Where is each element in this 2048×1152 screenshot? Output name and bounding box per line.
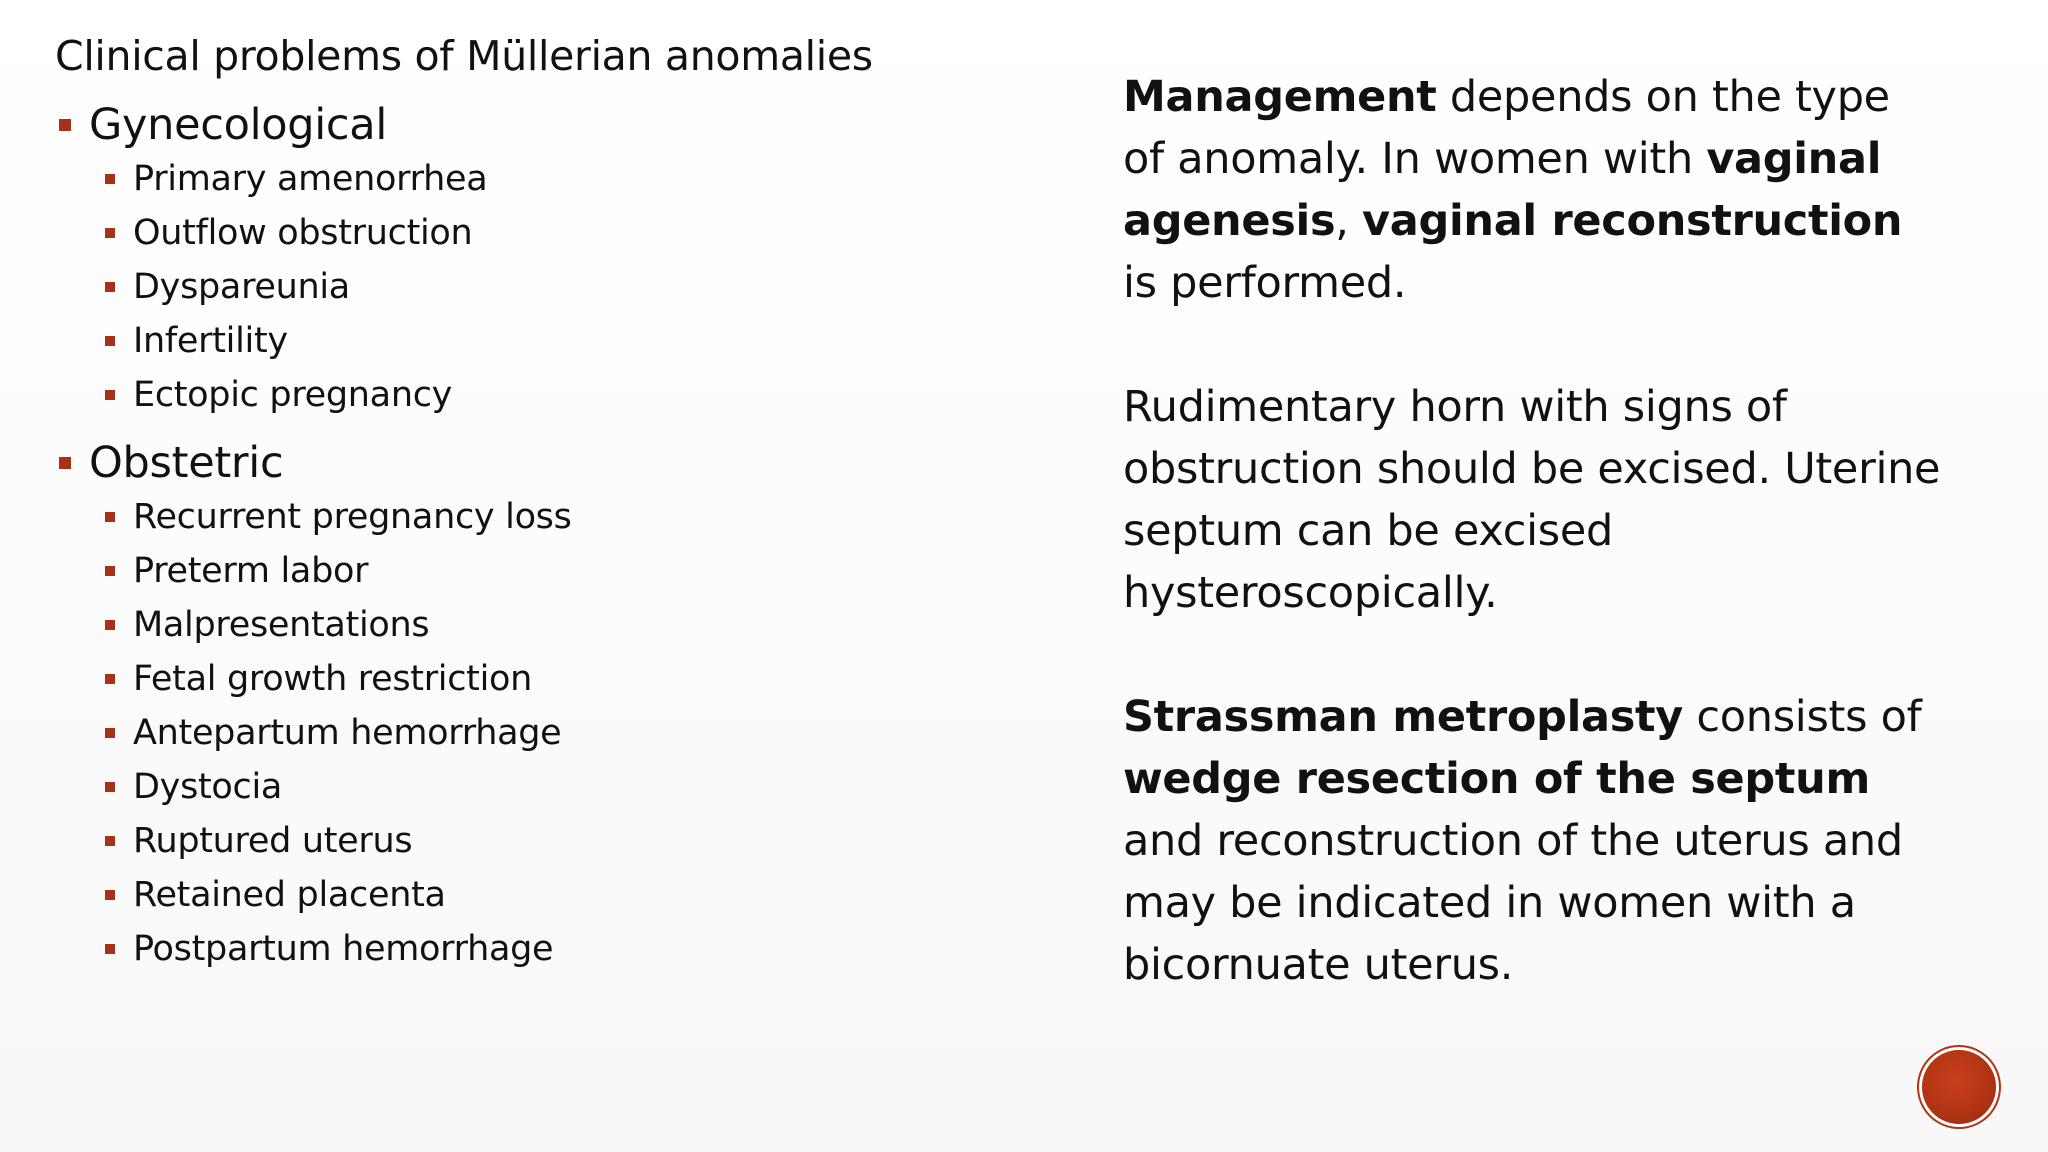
square-bullet-icon	[105, 674, 115, 684]
slide-title: Clinical problems of Müllerian anomalies	[55, 32, 873, 80]
list-item	[55, 868, 955, 922]
list-item	[55, 814, 955, 868]
body-text: consists of	[1683, 692, 1922, 742]
list-item-text: Retained placenta	[133, 875, 446, 915]
square-bullet-icon	[105, 390, 115, 400]
slide-nav-button[interactable]	[1922, 1050, 1996, 1124]
list-item-text: Dystocia	[133, 767, 283, 807]
bold-text: vaginal reconstruction	[1362, 196, 1903, 246]
group-label: Obstetric	[89, 438, 284, 488]
list-item-text: Primary amenorrhea	[133, 159, 488, 199]
bold-text: vaginal agenesis	[1123, 134, 1882, 246]
list-item-text: Outflow obstruction	[133, 213, 473, 253]
list-item	[55, 152, 955, 206]
square-bullet-icon	[105, 228, 115, 238]
gynecological-list	[55, 152, 955, 422]
square-bullet-icon	[105, 836, 115, 846]
list-item-text: Ruptured uterus	[133, 821, 413, 861]
list-item-text: Malpresentations	[133, 605, 430, 645]
metroplasty-paragraph	[1123, 686, 1943, 996]
bold-text: Management	[1123, 72, 1437, 122]
square-bullet-icon	[105, 728, 115, 738]
list-item-text: Recurrent pregnancy loss	[133, 497, 572, 537]
list-item	[55, 706, 955, 760]
square-bullet-icon	[105, 336, 115, 346]
left-column	[55, 32, 955, 992]
list-item	[55, 652, 955, 706]
group-label: Gynecological	[89, 100, 387, 150]
list-item-text: Infertility	[133, 321, 288, 361]
body-text: depends on the type of anomaly. In women with	[1123, 72, 1890, 184]
list-item	[55, 368, 955, 422]
body-text: is performed.	[1123, 258, 1407, 308]
list-item-text: Preterm labor	[133, 551, 369, 591]
square-bullet-icon	[105, 566, 115, 576]
right-column	[1123, 66, 1943, 1058]
square-bullet-icon	[105, 512, 115, 522]
group-heading-obstetric	[55, 438, 955, 488]
rudimentary-horn-paragraph	[1123, 376, 1943, 624]
list-item	[55, 922, 955, 976]
square-bullet-icon	[105, 174, 115, 184]
body-text: ,	[1335, 196, 1363, 246]
body-text: Rudimentary horn with signs of obstruction should be excised. Uterine septum can be excised hysteroscopically.	[1123, 382, 1941, 618]
list-item-text: Antepartum hemorrhage	[133, 713, 562, 753]
body-text: and reconstruction of the uterus and may be indicated in women with a bicornuate uterus.	[1123, 816, 1903, 990]
list-item	[55, 314, 955, 368]
square-bullet-icon	[59, 457, 71, 469]
square-bullet-icon	[105, 620, 115, 630]
list-item-text: Dyspareunia	[133, 267, 350, 307]
square-bullet-icon	[59, 119, 71, 131]
list-item	[55, 206, 955, 260]
list-item	[55, 490, 955, 544]
list-item-text: Postpartum hemorrhage	[133, 929, 554, 969]
list-item	[55, 260, 955, 314]
square-bullet-icon	[105, 944, 115, 954]
list-item	[55, 760, 955, 814]
square-bullet-icon	[105, 282, 115, 292]
obstetric-list	[55, 490, 955, 976]
square-bullet-icon	[105, 890, 115, 900]
list-item-text: Fetal growth restriction	[133, 659, 532, 699]
bold-text: Strassman metroplasty	[1123, 692, 1684, 742]
square-bullet-icon	[105, 782, 115, 792]
management-paragraph	[1123, 66, 1943, 314]
list-item	[55, 544, 955, 598]
list-item-text: Ectopic pregnancy	[133, 375, 453, 415]
list-item	[55, 598, 955, 652]
bold-text: wedge resection of the septum	[1123, 754, 1870, 804]
group-heading-gynecological	[55, 100, 955, 150]
